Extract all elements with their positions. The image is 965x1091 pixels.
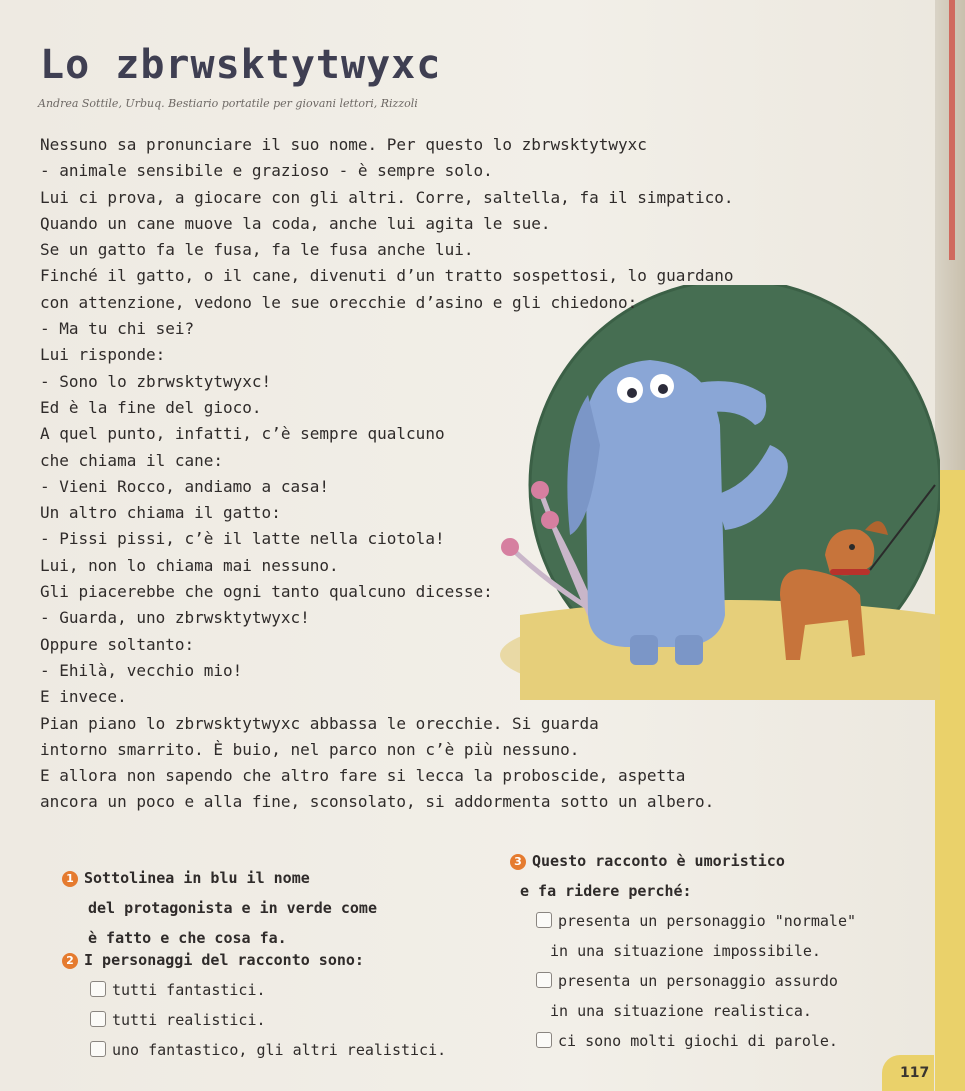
story-line: Se un gatto fa le fusa, fa le fusa anche lui. [40, 240, 474, 260]
exercise-3-option[interactable]: presenta un personaggio "normale" [536, 906, 856, 936]
exercise-3 [510, 846, 856, 1056]
checkbox[interactable] [90, 1011, 106, 1027]
story-line: intorno smarrito. È buio, nel parco non c’è più nessuno. [40, 739, 580, 759]
exercise-number-badge: 1 [62, 871, 78, 887]
story-line: Un altro chiama il gatto: [40, 503, 281, 523]
story-line: E invece. [40, 687, 127, 707]
story-line: Pian piano lo zbrwsktytwyxc abbassa le orecchie. Si guarda [40, 713, 599, 733]
story-line: Lui ci prova, a giocare con gli altri. Corre, saltella, fa il simpatico. [40, 187, 734, 207]
exercise-2-option[interactable]: tutti realistici. [90, 1005, 446, 1035]
story-text [40, 132, 734, 816]
page-number: 117 [900, 1065, 930, 1081]
story-line: - Guarda, uno zbrwsktytwyxc! [40, 608, 310, 628]
story-line: Nessuno sa pronunciare il suo nome. Per questo lo zbrwsktytwyxc [40, 135, 647, 154]
page-number-tab [882, 1055, 934, 1091]
dog-eye [849, 544, 855, 550]
exercise-2-option[interactable]: uno fantastico, gli altri realistici. [90, 1035, 446, 1065]
exercise-1-line: è fatto e che cosa fa. [88, 929, 287, 947]
story-line: - animale sensibile e grazioso - è sempre solo. [40, 161, 493, 181]
exercise-3-option-cont: in una situazione realistica. [550, 1002, 812, 1020]
story-line: - Ma tu chi sei? [40, 319, 195, 339]
story-line: Gli piacerebbe che ogni tanto qualcuno dicesse: [40, 582, 493, 602]
exercise-1-line: del protagonista e in verde come [88, 899, 377, 917]
exercise-2-option[interactable]: tutti fantastici. [90, 975, 446, 1005]
exercise-3-option[interactable]: ci sono molti giochi di parole. [536, 1026, 856, 1056]
exercise-1-line: 1 Sottolinea in blu il nome [62, 863, 377, 893]
exercise-2 [62, 945, 446, 1065]
story-line: Oppure soltanto: [40, 634, 195, 654]
story-line: - Sono lo zbrwsktytwyxc! [40, 371, 272, 391]
checkbox[interactable] [90, 1041, 106, 1057]
story-line: Lui risponde: [40, 345, 166, 365]
checkbox[interactable] [536, 912, 552, 928]
checkbox[interactable] [90, 981, 106, 997]
exercise-3-option-cont: in una situazione impossibile. [550, 942, 821, 960]
story-line: A quel punto, infatti, c’è sempre qualcuno [40, 424, 445, 444]
exercise-3-prompt: e fa ridere perché: [520, 882, 692, 900]
checkbox[interactable] [536, 1032, 552, 1048]
story-line: - Ehilà, vecchio mio! [40, 660, 243, 680]
checkbox[interactable] [536, 972, 552, 988]
story-line: ancora un poco e alla fine, sconsolato, si addormenta sotto un albero. [40, 792, 715, 812]
story-line: - Vieni Rocco, andiamo a casa! [40, 476, 329, 496]
story-line: che chiama il cane: [40, 450, 224, 470]
edge-red-tab [949, 0, 955, 260]
exercise-number-badge: 3 [510, 854, 526, 870]
exercise-3-prompt: 3 Questo racconto è umoristico [510, 846, 856, 876]
story-line: Ed è la fine del gioco. [40, 397, 262, 417]
exercise-3-option[interactable]: presenta un personaggio assurdo [536, 966, 856, 996]
exercise-1 [62, 863, 377, 953]
page-title: Lo zbrwsktytwyxc [40, 42, 442, 88]
dog-collar [830, 569, 870, 575]
exercise-number-badge: 2 [62, 953, 78, 969]
exercise-2-prompt: 2 I personaggi del racconto sono: [62, 945, 446, 975]
story-line: Quando un cane muove la coda, anche lui agita le sue. [40, 213, 551, 233]
story-line: Finché il gatto, o il cane, divenuti d’un tratto sospettosi, lo guardano [40, 266, 734, 286]
story-line: Lui, non lo chiama mai nessuno. [40, 555, 339, 575]
story-line: - Pissi pissi, c’è il latte nella ciotola! [40, 529, 445, 549]
story-line: con attenzione, vedono le sue orecchie d’asino e gli chiedono: [40, 292, 638, 312]
story-line: E allora non sapendo che altro fare si lecca la proboscide, aspetta [40, 766, 686, 786]
source-citation: Andrea Sottile, Urbuq. Bestiario portatile per giovani lettori, Rizzoli [38, 97, 418, 110]
